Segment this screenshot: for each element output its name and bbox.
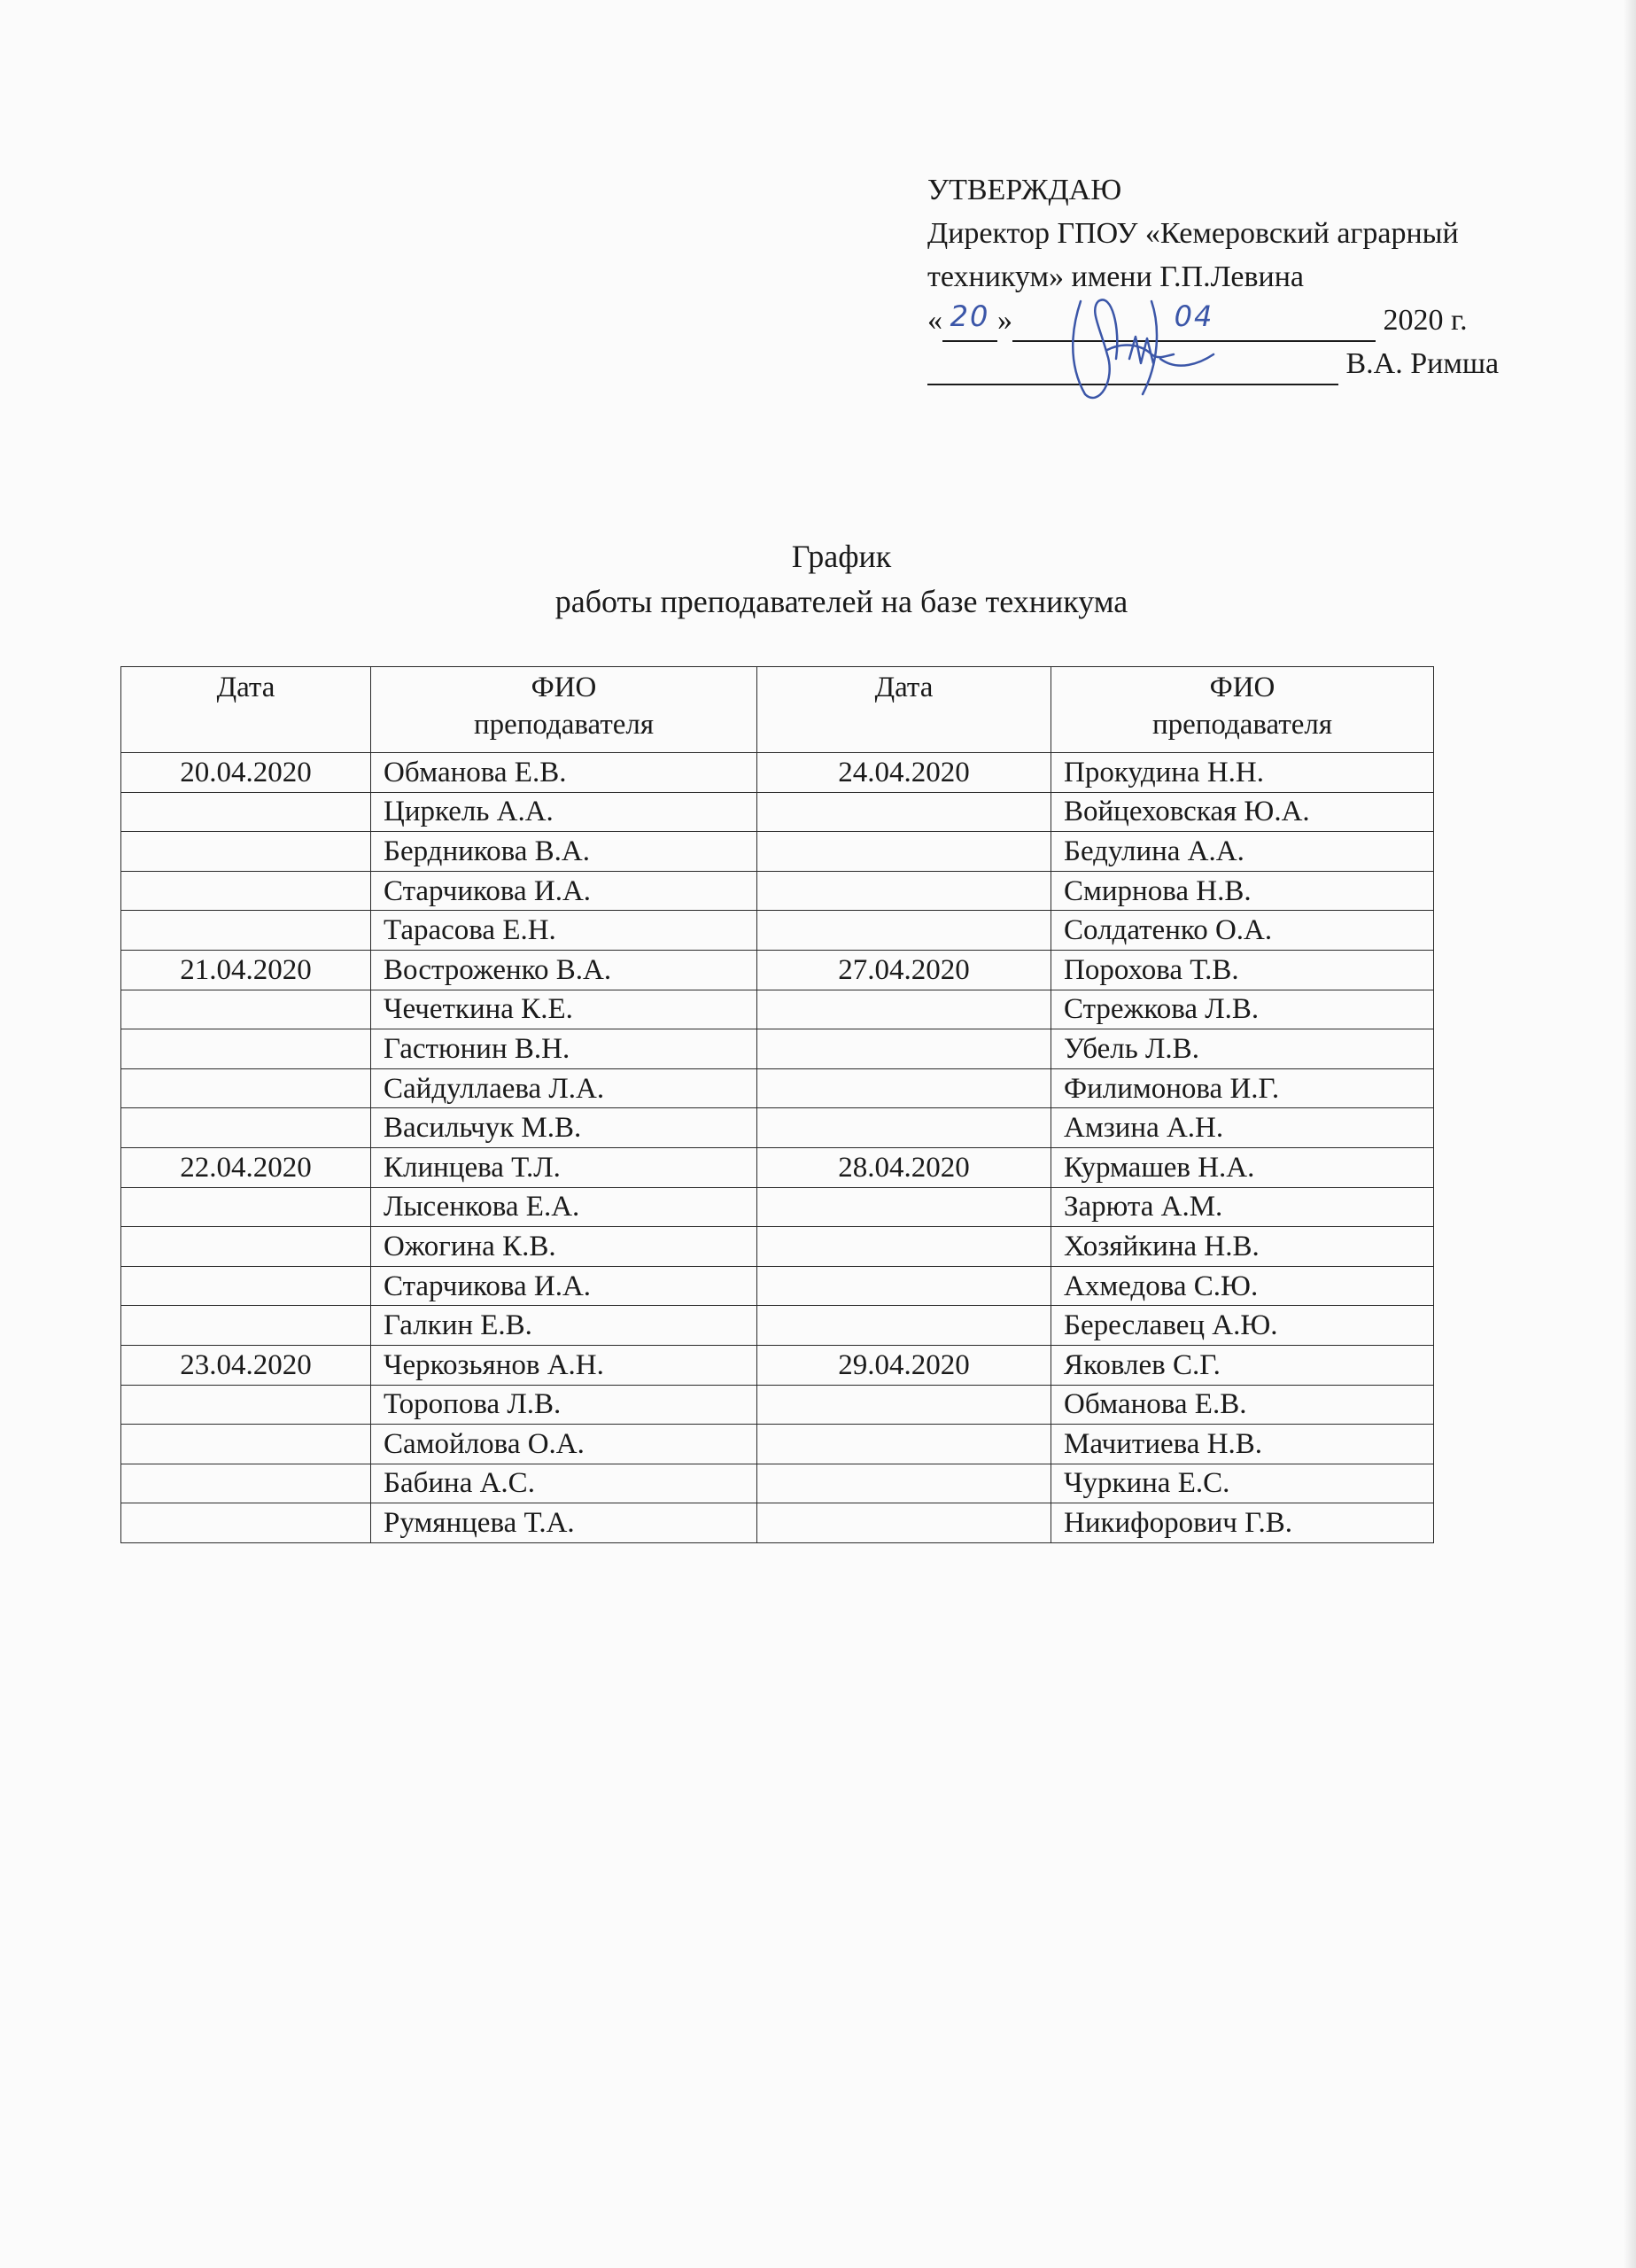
date-cell-right xyxy=(757,911,1051,951)
date-cell-left xyxy=(121,1068,371,1108)
table-row xyxy=(121,1464,1434,1503)
table-row xyxy=(121,1029,1434,1069)
teacher-name-cell-right: Яковлев С.Г. xyxy=(1051,1345,1434,1385)
header-fio-right xyxy=(1051,667,1434,753)
teacher-name-cell-right: Бедулина А.А. xyxy=(1051,832,1434,872)
date-cell-right xyxy=(757,1425,1051,1464)
date-cell-left xyxy=(121,1266,371,1306)
teacher-name-cell-right: Зарюта А.М. xyxy=(1051,1187,1434,1227)
teacher-name-cell-right: Убель Л.В. xyxy=(1051,1029,1434,1069)
table-row xyxy=(121,1068,1434,1108)
open-quote: « xyxy=(927,304,942,337)
teacher-name-cell-right: Чуркина Е.С. xyxy=(1051,1464,1434,1503)
teacher-name-cell-left: Клинцева Т.Л. xyxy=(371,1147,757,1187)
table-row xyxy=(121,832,1434,872)
approval-signature-line xyxy=(927,342,1565,385)
handwritten-signature xyxy=(1045,275,1222,408)
header-fio-label: ФИО xyxy=(1209,672,1275,703)
date-cell-right xyxy=(757,1068,1051,1108)
table-row xyxy=(121,950,1434,990)
header-date-label: Дата xyxy=(874,672,934,703)
teacher-name-cell-left: Торопова Л.В. xyxy=(371,1385,757,1425)
date-cell-left: 22.04.2020 xyxy=(121,1147,371,1187)
header-fio-sub-label: преподавателя xyxy=(473,709,655,741)
teacher-name-cell-left: Ожогина К.В. xyxy=(371,1227,757,1267)
table-row xyxy=(121,990,1434,1029)
approval-heading: УТВЕРЖДАЮ xyxy=(927,174,1122,206)
teacher-name-cell-right: Амзина А.Н. xyxy=(1051,1108,1434,1148)
approval-date-line xyxy=(927,299,1565,342)
teacher-name-cell-left: Бабина А.С. xyxy=(371,1464,757,1503)
scan-edge-shadow xyxy=(1624,0,1636,2268)
teacher-name-cell-right: Порохова Т.В. xyxy=(1051,950,1434,990)
table-row xyxy=(121,871,1434,911)
teacher-name-cell-left: Румянцева Т.А. xyxy=(371,1503,757,1543)
date-cell-left: 20.04.2020 xyxy=(121,753,371,793)
teacher-name-cell-right: Прокудина Н.Н. xyxy=(1051,753,1434,793)
date-cell-left: 21.04.2020 xyxy=(121,950,371,990)
date-cell-right: 27.04.2020 xyxy=(757,950,1051,990)
date-cell-left xyxy=(121,1503,371,1543)
date-cell-right xyxy=(757,1108,1051,1148)
table-row xyxy=(121,1108,1434,1148)
table-row xyxy=(121,1345,1434,1385)
date-cell-right xyxy=(757,990,1051,1029)
date-cell-left xyxy=(121,832,371,872)
teacher-name-cell-left: Васильчук М.В. xyxy=(371,1108,757,1148)
date-cell-left xyxy=(121,1464,371,1503)
date-cell-right xyxy=(757,1306,1051,1346)
table-row xyxy=(121,792,1434,832)
teacher-name-cell-right: Смирнова Н.В. xyxy=(1051,871,1434,911)
teacher-name-cell-left: Тарасова Е.Н. xyxy=(371,911,757,951)
approval-position-line2: техникум» имени Г.П.Левина xyxy=(927,260,1305,293)
table-row xyxy=(121,1306,1434,1346)
teacher-name-cell-right: Хозяйкина Н.В. xyxy=(1051,1227,1434,1267)
date-cell-left xyxy=(121,1187,371,1227)
teacher-name-cell-right: Войцеховская Ю.А. xyxy=(1051,792,1434,832)
date-cell-right: 29.04.2020 xyxy=(757,1345,1051,1385)
schedule-table xyxy=(120,666,1434,1543)
handwritten-month: 04 xyxy=(1174,299,1214,333)
date-cell-left xyxy=(121,1108,371,1148)
teacher-name-cell-left: Старчикова И.А. xyxy=(371,1266,757,1306)
table-row xyxy=(121,1385,1434,1425)
date-cell-right xyxy=(757,1266,1051,1306)
title-line2: работы преподавателей на базе техникума xyxy=(554,584,1128,619)
teacher-name-cell-right: Ахмедова С.Ю. xyxy=(1051,1266,1434,1306)
header-fio-label: ФИО xyxy=(531,672,597,703)
document-title xyxy=(0,534,1636,625)
date-cell-right xyxy=(757,792,1051,832)
teacher-name-cell-right: Никифорович Г.В. xyxy=(1051,1503,1434,1543)
teacher-name-cell-right: Мачитиева Н.В. xyxy=(1051,1425,1434,1464)
day-blank xyxy=(942,299,997,342)
table-header-row xyxy=(121,667,1434,753)
date-cell-right xyxy=(757,1464,1051,1503)
teacher-name-cell-left: Обманова Е.В. xyxy=(371,753,757,793)
date-cell-right: 24.04.2020 xyxy=(757,753,1051,793)
date-cell-left xyxy=(121,1425,371,1464)
table-row xyxy=(121,1187,1434,1227)
teacher-name-cell-left: Циркель А.А. xyxy=(371,792,757,832)
table-row xyxy=(121,1227,1434,1267)
teacher-name-cell-right: Солдатенко О.А. xyxy=(1051,911,1434,951)
director-name: В.А. Римша xyxy=(1345,347,1500,380)
table-row xyxy=(121,753,1434,793)
date-cell-left xyxy=(121,990,371,1029)
header-date-left xyxy=(121,667,371,753)
teacher-name-cell-left: Старчикова И.А. xyxy=(371,871,757,911)
teacher-name-cell-left: Лысенкова Е.А. xyxy=(371,1187,757,1227)
close-quote: » xyxy=(997,304,1012,337)
date-cell-left xyxy=(121,1306,371,1346)
teacher-name-cell-right: Филимонова И.Г. xyxy=(1051,1068,1434,1108)
teacher-name-cell-left: Галкин Е.В. xyxy=(371,1306,757,1346)
date-cell-left xyxy=(121,792,371,832)
date-cell-right xyxy=(757,1385,1051,1425)
header-fio-sub-label: преподавателя xyxy=(1151,709,1333,741)
date-cell-left xyxy=(121,911,371,951)
date-cell-left: 23.04.2020 xyxy=(121,1345,371,1385)
teacher-name-cell-left: Востроженко В.А. xyxy=(371,950,757,990)
date-cell-left xyxy=(121,1385,371,1425)
handwritten-day: 20 xyxy=(950,299,990,333)
date-cell-right xyxy=(757,871,1051,911)
table-row xyxy=(121,1266,1434,1306)
table-row xyxy=(121,1147,1434,1187)
table-row xyxy=(121,911,1434,951)
approval-year: 2020 г. xyxy=(1383,304,1468,337)
date-cell-right xyxy=(757,1227,1051,1267)
date-cell-left xyxy=(121,871,371,911)
teacher-name-cell-left: Гастюнин В.Н. xyxy=(371,1029,757,1069)
table-row xyxy=(121,1503,1434,1543)
table-row xyxy=(121,1425,1434,1464)
approval-block xyxy=(927,168,1565,385)
header-date-right xyxy=(757,667,1051,753)
header-date-label: Дата xyxy=(216,672,275,703)
date-cell-right xyxy=(757,1029,1051,1069)
date-cell-left xyxy=(121,1227,371,1267)
date-cell-right xyxy=(757,832,1051,872)
teacher-name-cell-right: Стрежкова Л.В. xyxy=(1051,990,1434,1029)
teacher-name-cell-left: Черкозьянов А.Н. xyxy=(371,1345,757,1385)
teacher-name-cell-left: Сайдуллаева Л.А. xyxy=(371,1068,757,1108)
date-cell-left xyxy=(121,1029,371,1069)
date-cell-right xyxy=(757,1187,1051,1227)
teacher-name-cell-left: Бердникова В.А. xyxy=(371,832,757,872)
header-fio-left xyxy=(371,667,757,753)
approval-position-line1: Директор ГПОУ «Кемеровский аграрный xyxy=(927,217,1459,250)
date-cell-right xyxy=(757,1503,1051,1543)
teacher-name-cell-right: Береславец А.Ю. xyxy=(1051,1306,1434,1346)
title-line1: График xyxy=(791,539,892,574)
teacher-name-cell-right: Курмашев Н.А. xyxy=(1051,1147,1434,1187)
teacher-name-cell-left: Чечеткина К.Е. xyxy=(371,990,757,1029)
teacher-name-cell-left: Самойлова О.А. xyxy=(371,1425,757,1464)
teacher-name-cell-right: Обманова Е.В. xyxy=(1051,1385,1434,1425)
date-cell-right: 28.04.2020 xyxy=(757,1147,1051,1187)
schedule-body xyxy=(121,753,1434,1543)
